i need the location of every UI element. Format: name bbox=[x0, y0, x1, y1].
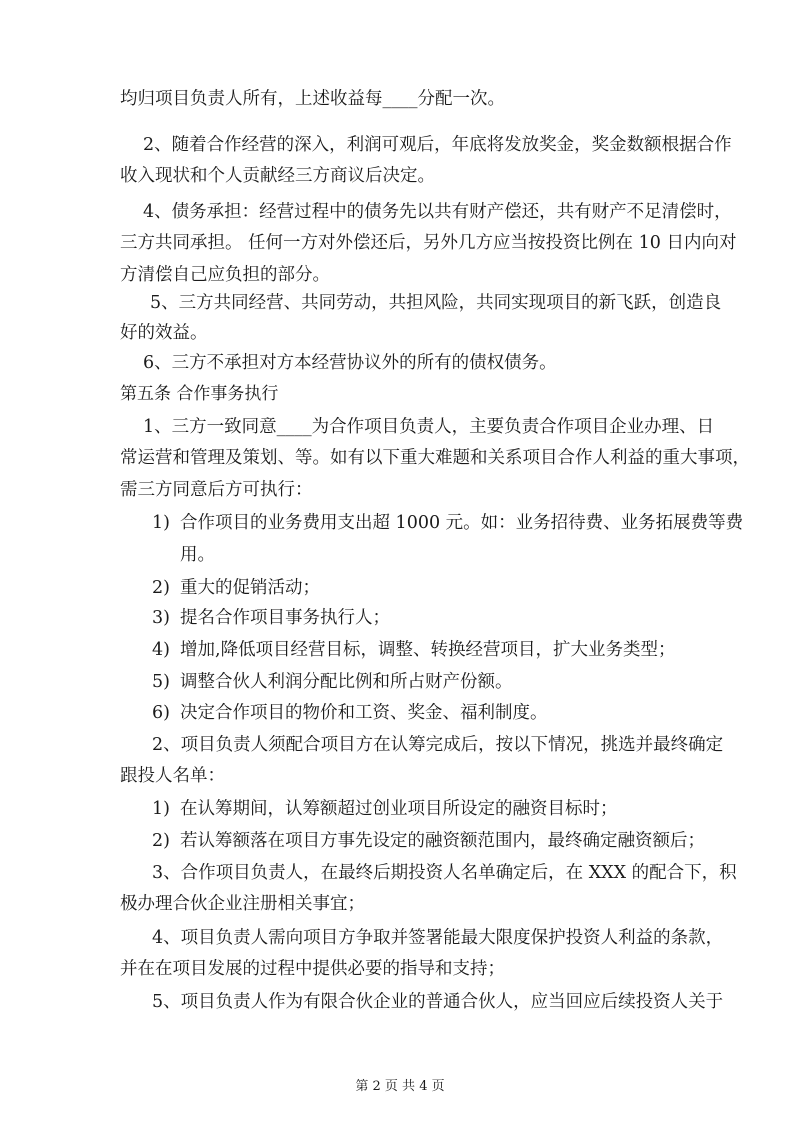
paragraph-line: 常运营和管理及策划、等。如有以下重大难题和关系项目合作人利益的重大事项， bbox=[120, 448, 750, 468]
paragraph-line: 4、债务承担：经营过程中的债务先以共有财产偿还，共有财产不足清偿时， bbox=[143, 202, 732, 222]
list-number: 2) bbox=[152, 578, 170, 598]
paragraph-line: 三方共同承担。 任何一方对外偿还后，另外几方应当按投资比例在 10 日内向对 bbox=[120, 233, 737, 253]
list-text: 决定合作项目的物价和工资、奖金、福利制度。 bbox=[180, 703, 548, 723]
paragraph-line: 均归项目负责人所有，上述收益每____分配一次。 bbox=[120, 89, 505, 109]
paragraph-line: 6、三方不承担对方本经营协议外的所有的债权债务。 bbox=[143, 353, 557, 373]
paragraph-line: 好的效益。 bbox=[120, 323, 208, 343]
paragraph-line: 5、三方共同经营、共同劳动，共担风险，共同实现项目的新飞跃，创造良 bbox=[150, 293, 722, 313]
list-item bbox=[152, 824, 712, 858]
list-number: 1) bbox=[152, 799, 170, 819]
list-item-continuation: 用。 bbox=[180, 545, 215, 565]
paragraph-line: 2、项目负责人须配合项目方在认筹完成后，按以下情况，挑选并最终确定 bbox=[152, 735, 724, 755]
list-text: 合作项目的业务费用支出超 1000 元。如：业务招待费、业务拓展费等费 bbox=[180, 513, 744, 533]
list-number: 5) bbox=[152, 672, 170, 692]
paragraph-line: 需三方同意后方可执行： bbox=[120, 480, 313, 500]
list-number: 2) bbox=[152, 831, 170, 851]
list-item bbox=[152, 665, 712, 699]
paragraph-line: 5、项目负责人作为有限合伙企业的普通合伙人，应当回应后续投资人关于 bbox=[152, 992, 724, 1012]
paragraph-line: 极办理合伙企业注册相关事宜； bbox=[120, 894, 365, 914]
paragraph-line: 1、三方一致同意____为合作项目负责人，主要负责合作项目企业办理、日 bbox=[143, 417, 715, 437]
paragraph-line: 跟投人名单： bbox=[120, 766, 225, 786]
list-text: 提名合作项目事务执行人； bbox=[180, 608, 390, 628]
list-item bbox=[152, 571, 712, 605]
paragraph-line: 4、项目负责人需向项目方争取并签署能最大限度保护投资人利益的条款， bbox=[152, 928, 724, 948]
list-item bbox=[152, 601, 712, 635]
list-item bbox=[152, 792, 712, 826]
paragraph-line: 2、随着合作经营的深入，利润可观后，年底将发放奖金，奖金数额根据合作 bbox=[143, 135, 732, 155]
list-text: 在认筹期间，认筹额超过创业项目所设定的融资目标时； bbox=[180, 799, 618, 819]
section-heading: 第五条 合作事务执行 bbox=[120, 384, 279, 404]
list-number: 1) bbox=[152, 513, 170, 533]
list-item bbox=[152, 506, 744, 540]
paragraph-line: 收入现状和个人贡献经三方商议后决定。 bbox=[120, 166, 435, 186]
paragraph-line: 并在在项目发展的过程中提供必要的指导和支持； bbox=[120, 959, 505, 979]
page-footer: 第 2 页 共 4 页 bbox=[355, 1079, 445, 1094]
list-text: 增加,降低项目经营目标，调整、转换经营项目，扩大业务类型； bbox=[180, 640, 676, 660]
paragraph-line: 3、合作项目负责人，在最终后期投资人名单确定后，在 XXX 的配合下，积 bbox=[152, 863, 737, 883]
list-text: 调整合伙人利润分配比例和所占财产份额。 bbox=[180, 672, 513, 692]
list-item bbox=[152, 633, 712, 667]
list-text: 重大的促销活动； bbox=[180, 578, 320, 598]
paragraph-line: 方清偿自己应负担的部分。 bbox=[120, 265, 330, 285]
list-item bbox=[152, 696, 712, 730]
list-number: 6) bbox=[152, 703, 170, 723]
list-number: 3) bbox=[152, 608, 170, 628]
list-text: 若认筹额落在项目方事先设定的融资额范围内，最终确定融资额后； bbox=[180, 831, 705, 851]
list-number: 4) bbox=[152, 640, 170, 660]
